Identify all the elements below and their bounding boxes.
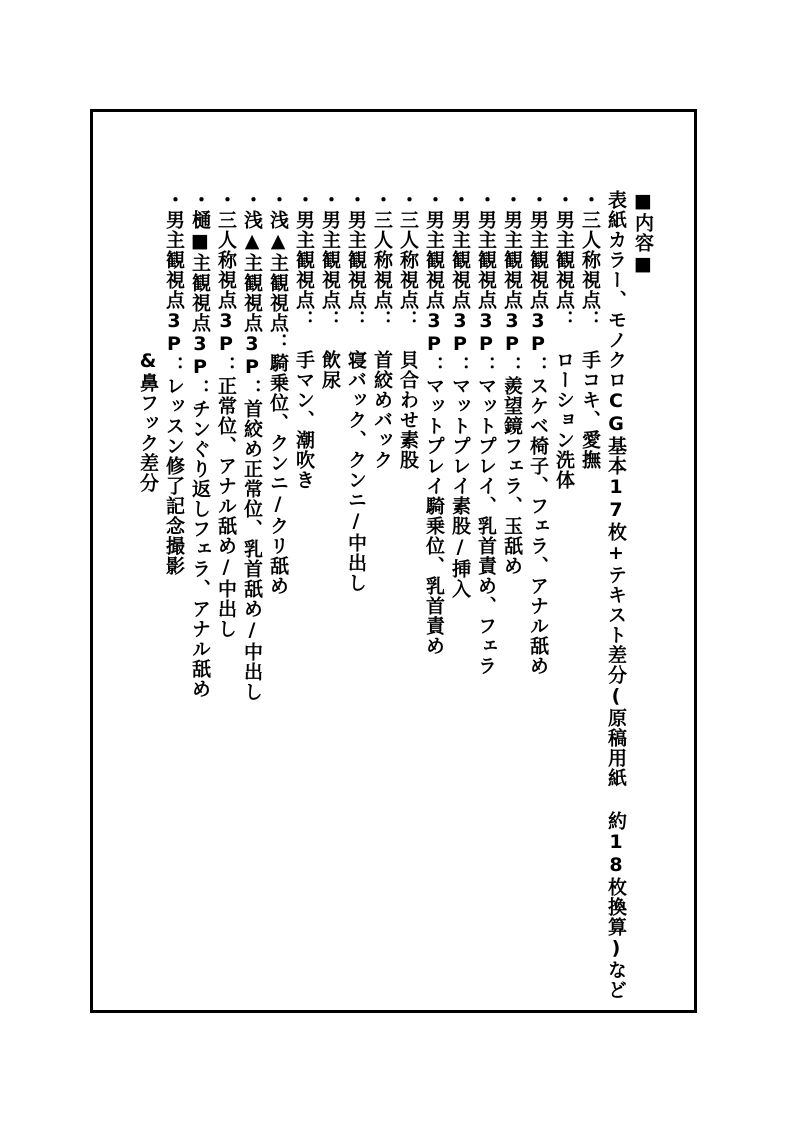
contents-line: ・男主観視点： ローション洗体 xyxy=(553,190,575,490)
contents-line: ・男主観視点3P：羨望鏡フェラ、玉舐め xyxy=(501,190,523,576)
contents-line: ・男主観視点： 飲尿 xyxy=(319,190,341,390)
contents-heading: ■内容■ xyxy=(632,190,654,276)
contents-line: ・男主観視点3P：レッスン修了記念撮影 xyxy=(163,190,185,576)
contents-line: ・三人称視点： 首絞めバック xyxy=(371,190,393,470)
contents-line: ・樋■主観視点3P：チンぐり返しフェラ、アナル舐め xyxy=(189,190,211,699)
contents-line: ・男主観視点3P：マットプレイ、乳首責め、フェラ xyxy=(475,190,497,676)
contents-line: ・三人称視点： 貝合わせ素股 xyxy=(397,190,419,470)
contents-line: ・男主観視点： 寝バック、クンニ/中出し xyxy=(345,190,367,593)
contents-line: ・三人称視点： 手コキ、愛撫 xyxy=(579,190,601,470)
contents-line: ・浅▲主観視点3P：首絞め正常位、乳首舐め/中出し xyxy=(241,190,263,702)
contents-line: ・男主観視点3P：スケベ椅子、フェラ、アナル舐め xyxy=(527,190,549,676)
contents-line: ・男主観視点3P：マットプレイ素股/挿入 xyxy=(449,190,471,599)
contents-line: &鼻フック差分 xyxy=(137,190,159,493)
contents-line: ・男主観視点： 手マン、潮吹き xyxy=(293,190,315,490)
contents-line: 表紙カラー、モノクロCG基本17枚+テキスト差分(原稿用紙 約18枚換算)など xyxy=(605,190,627,1000)
contents-line: ・浅▲主観視点：騎乗位、クンニ/クリ舐め xyxy=(267,190,289,596)
contents-line: ・男主観視点3P：マットプレイ騎乗位、乳首責め xyxy=(423,190,445,656)
contents-line: ・三人称視点3P：正常位、アナル舐め/中出し xyxy=(215,190,237,639)
